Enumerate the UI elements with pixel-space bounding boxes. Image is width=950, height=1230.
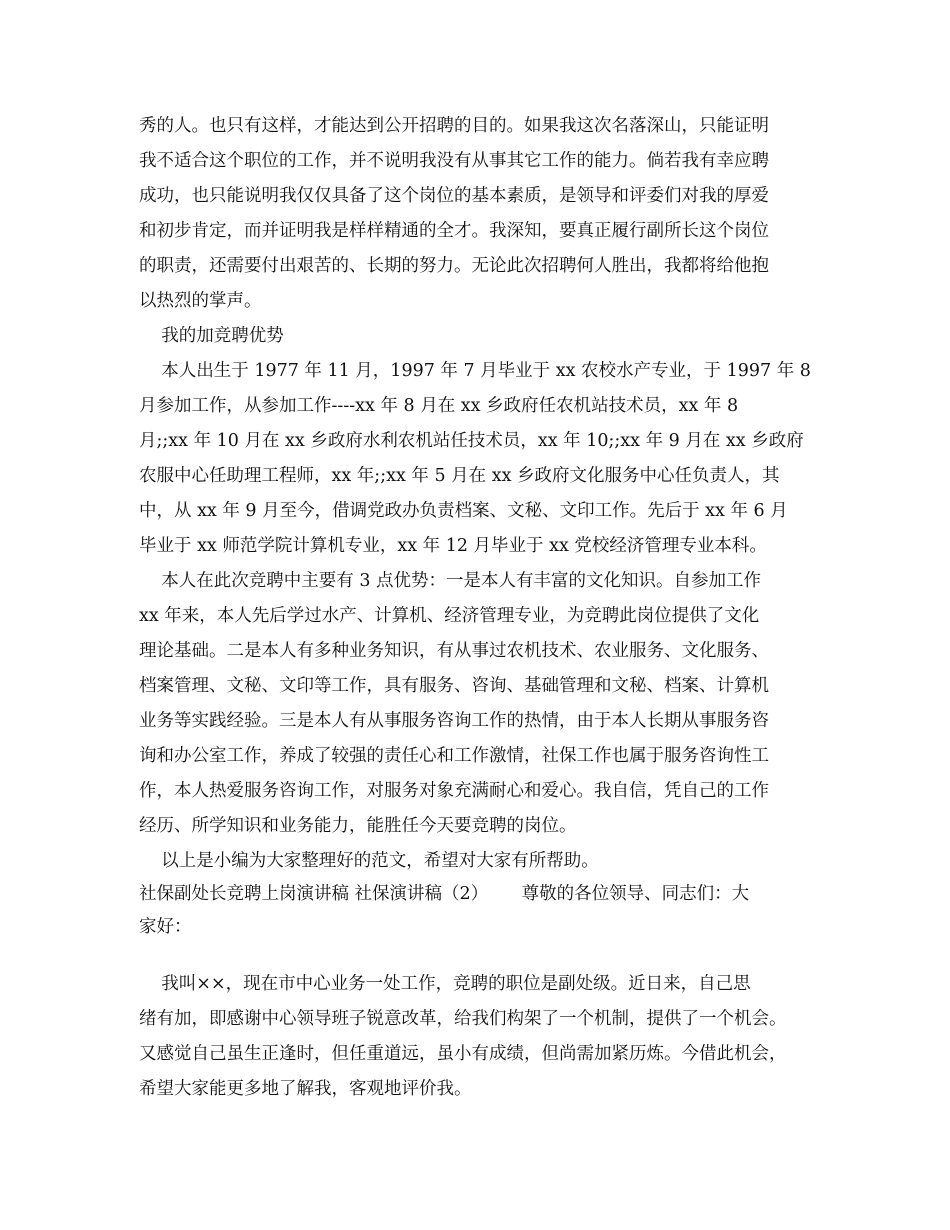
text-line: 中，从 xx 年 9 月至今，借调党政办负责档案、文秘、文印工作。先后于 xx 年 6 月 xyxy=(139,501,788,521)
text-line: 秀的人。也只有这样，才能达到公开招聘的目的。如果我这次名落深山，只能证明 xyxy=(139,116,769,136)
text-line: 我叫××，现在市中心业务一处工作，竞聘的职位是副处级。近日来，自己思 xyxy=(139,974,751,994)
text-line: 月;;xx 年 10 月在 xx 乡政府水利农机站任技术员，xx 年 10;;xx 年 9 月在 xx 乡政府 xyxy=(139,431,804,451)
text-line: 毕业于 xx 师范学院计算机专业，xx 年 12 月毕业于 xx 党校经济管理专业本科。 xyxy=(139,536,767,556)
text-line: 农服中心任助理工程师，xx 年;;xx 年 5 月在 xx 乡政府文化服务中心任负责人，其 xyxy=(139,466,780,486)
text-line: 业务等实践经验。三是本人有从事服务咨询工作的热情，由于本人长期从事服务咨 xyxy=(139,711,769,731)
text-line: 作，本人热爱服务咨询工作，对服务对象充满耐心和爱心。我自信，凭自己的工作 xyxy=(139,781,769,801)
text-line: 理论基础。二是本人有多种业务知识，有从事过农机技术、农业服务、文化服务、 xyxy=(139,641,769,661)
text-line: 档案管理、文秘、文印等工作，具有服务、咨询、基础管理和文秘、档案、计算机 xyxy=(139,676,769,696)
text-line: 和初步肯定，而并证明我是样样精通的全才。我深知，要真正履行副所长这个岗位 xyxy=(139,221,769,241)
text-line: 以热烈的掌声。 xyxy=(139,291,262,311)
article-title-line: 社保副处长竞聘上岗演讲稿 社保演讲稿（2） 尊敬的各位领导、同志们：大 xyxy=(139,884,750,904)
text-line: 绪有加，即感谢中心领导班子锐意改革，给我们构架了一个机制，提供了一个机会。 xyxy=(139,1009,787,1029)
text-line: 我不适合这个职位的工作，并不说明我没有从事其它工作的能力。倘若我有幸应聘 xyxy=(139,151,769,171)
section-heading: 我的加竞聘优势 xyxy=(139,326,284,346)
text-line: 本人出生于 1977 年 11 月，1997 年 7 月毕业于 xx 农校水产专业，于 1997 年 8 xyxy=(139,361,811,381)
text-line: 经历、所学知识和业务能力，能胜任今天要竞聘的岗位。 xyxy=(139,816,577,836)
text-line: 本人在此次竞聘中主要有 3 点优势：一是本人有丰富的文化知识。自参加工作 xyxy=(139,571,762,591)
text-line: 希望大家能更多地了解我，客观地评价我。 xyxy=(139,1079,472,1099)
text-line: 询和办公室工作，养成了较强的责任心和工作激情，社保工作也属于服务咨询性工 xyxy=(139,746,769,766)
text-line: 又感觉自己虽生正逢时，但任重道远，虽小有成绩，但尚需加紧历炼。今借此机会， xyxy=(139,1044,787,1064)
text-line: 以上是小编为大家整理好的范文，希望对大家有所帮助。 xyxy=(139,851,599,871)
text-line: 成功，也只能说明我仅仅具备了这个岗位的基本素质，是领导和评委们对我的厚爱 xyxy=(139,186,769,206)
text-line: 的职责，还需要付出艰苦的、长期的努力。无论此次招聘何人胜出，我都将给他抱 xyxy=(139,256,769,276)
text-line: 月参加工作，从参加工作----xx 年 8 月在 xx 乡政府任农机站技术员，xx 年 8 xyxy=(139,396,739,416)
text-line: 家好： xyxy=(139,917,192,937)
text-line: xx 年来，本人先后学过水产、计算机、经济管理专业，为竞聘此岗位提供了文化 xyxy=(139,606,760,626)
